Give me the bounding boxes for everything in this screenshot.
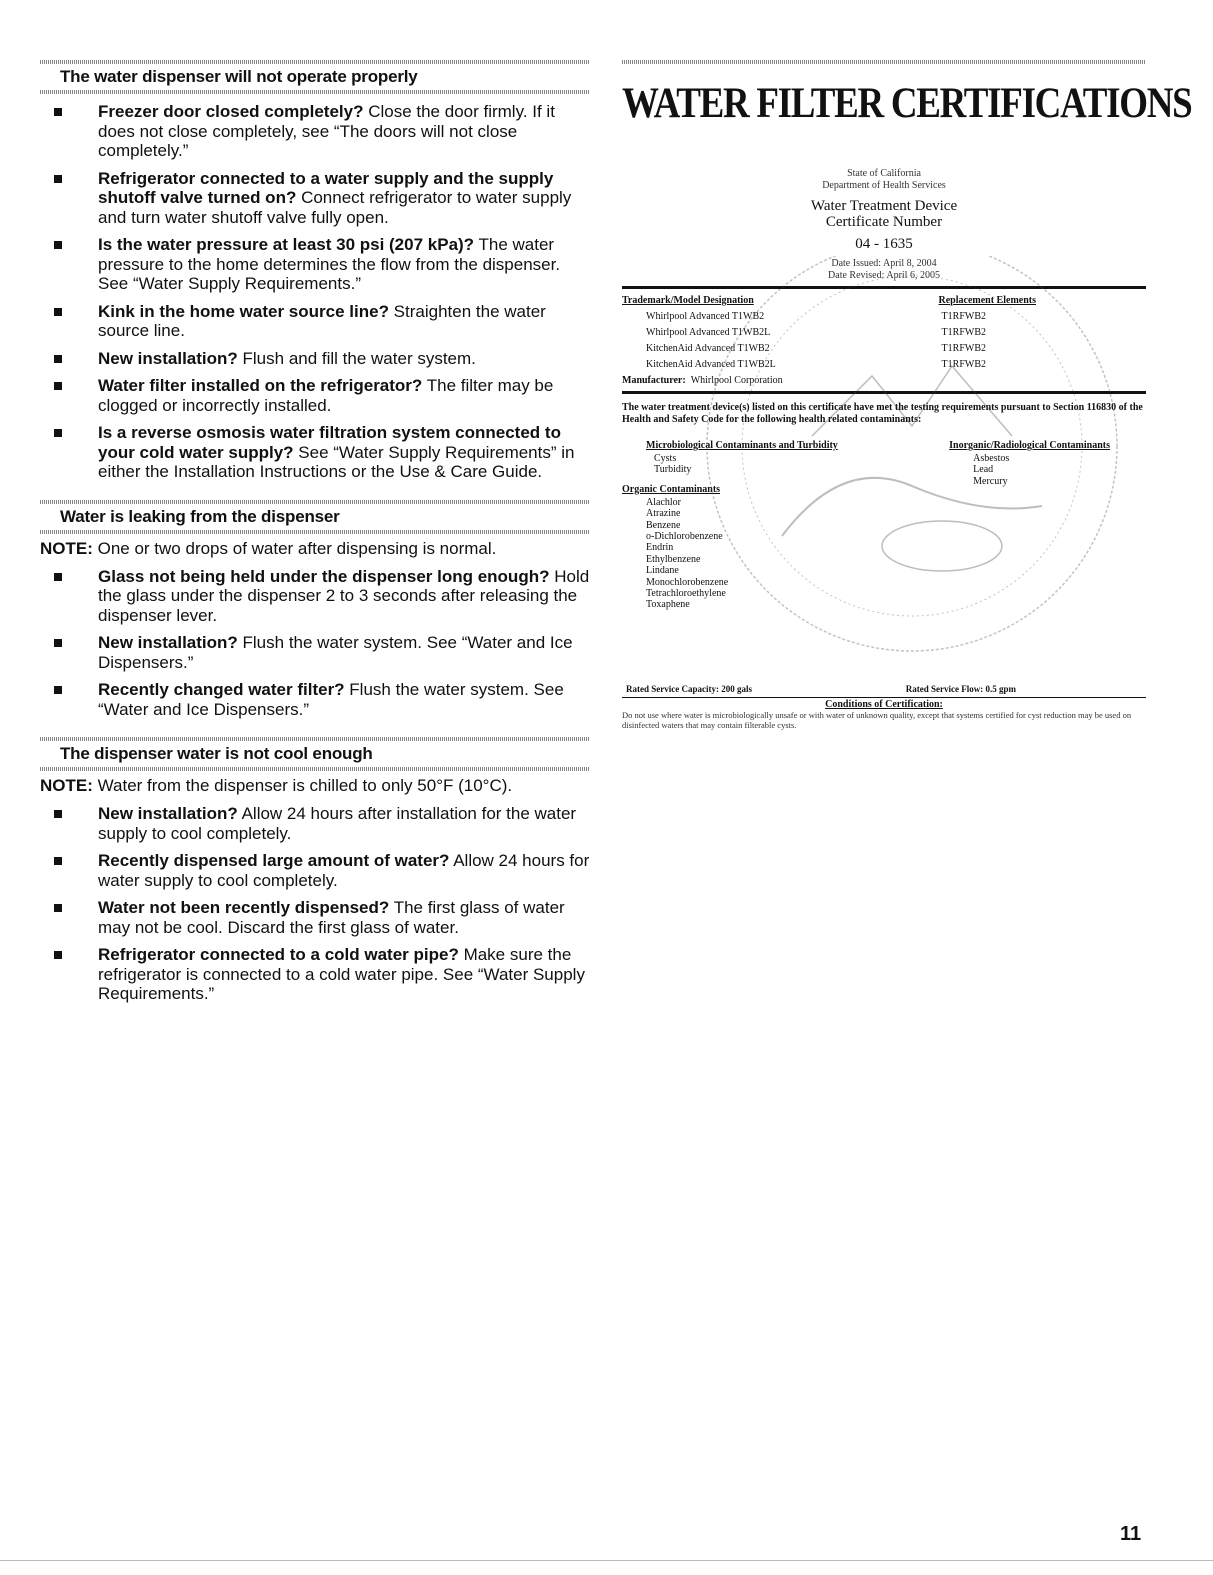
list-item <box>40 633 590 672</box>
item-answer: See “Water Supply Requirements” in either the Installation Instructions or the Use & Care Guide. <box>98 442 575 481</box>
list-item <box>40 898 590 937</box>
item-answer: The first glass of water may not be cool. Discard the first glass of water. <box>98 898 565 937</box>
inorganic-heading: Inorganic/Radiological Contaminants <box>949 440 1110 451</box>
list-item <box>40 945 590 1004</box>
section-heading: The dispenser water is not cool enough <box>60 744 373 763</box>
contaminant-item: Toxaphene <box>646 599 690 611</box>
note-text: One or two drops of water after dispensing is normal. <box>92 538 497 558</box>
manufacturer-name: Whirlpool Corporation <box>690 375 783 386</box>
model-rows <box>622 309 1146 373</box>
section-rule <box>40 60 590 64</box>
section-rule <box>40 530 590 534</box>
contaminant-item: Lead <box>973 464 994 476</box>
model-row <box>622 325 1146 341</box>
model-table-header <box>622 293 1146 309</box>
cert-statement: The water treatment device(s) listed on this certificate have met the testing requirements pursuant to Section 116830 of the Health and Safety Code for the following health related contaminants: <box>622 402 1143 425</box>
item-answer: The filter may be clogged or incorrectly installed. <box>98 376 554 415</box>
section-note <box>40 538 590 559</box>
item-answer: Flush the water system. See “Water and Ice Dispensers.” <box>98 680 564 719</box>
item-question: Kink in the home water source line? <box>98 301 389 321</box>
contaminant-item: Asbestos <box>973 453 1010 464</box>
item-question: Freezer door closed completely? <box>98 102 364 121</box>
troubleshooting-list <box>40 804 590 1004</box>
bottom-rule <box>0 1560 1213 1561</box>
contaminant-item: Cysts <box>654 453 677 464</box>
item-question: Glass not being held under the dispenser long enough? <box>98 566 550 586</box>
item-answer: Flush the water system. See “Water and Ice Dispensers.” <box>98 633 573 672</box>
list-item <box>40 567 590 626</box>
item-question: New installation? <box>98 804 238 823</box>
contaminant-item: Turbidity <box>654 464 692 476</box>
item-answer: Hold the glass under the dispenser 2 to 3 seconds after releasing the dispenser lever. <box>98 566 590 625</box>
replacement-element: T1RFWB2 <box>941 343 986 354</box>
manufacturer-label: Manufacturer: <box>622 375 686 386</box>
list-item <box>40 376 590 415</box>
list-item <box>40 349 590 369</box>
item-question: Water not been recently dispensed? <box>98 898 390 917</box>
list-item <box>40 169 590 228</box>
replacement-element: T1RFWB2 <box>941 359 986 370</box>
service-capacity: Rated Service Capacity: 200 gals <box>626 683 752 694</box>
col-replacement-header: Replacement Elements <box>938 295 1036 306</box>
micro-heading: Microbiological Contaminants and Turbidity <box>646 440 838 451</box>
organic-heading: Organic Contaminants <box>622 483 721 495</box>
item-question: Recently dispensed large amount of water? <box>98 851 450 870</box>
page-number: 11 <box>1120 1523 1142 1545</box>
section-note <box>40 775 590 796</box>
model-name: KitchenAid Advanced T1WB2L <box>646 359 776 370</box>
contaminant-item: Mercury <box>973 475 1008 487</box>
section-rule <box>40 767 590 771</box>
list-item <box>40 423 590 482</box>
conditions-text: Do not use where water is microbiologically unsafe or with water of unknown quality, except that systems certified for cyst reduction may be used on disinfected waters that may contain filterable cysts. <box>622 709 1132 730</box>
section-heading: Water is leaking from the dispenser <box>60 506 340 526</box>
model-name: Whirlpool Advanced T1WB2L <box>646 327 771 338</box>
item-question: Refrigerator connected to a cold water pipe? <box>98 945 459 964</box>
page-title: WATER FILTER CERTIFICATIONS <box>622 80 1192 127</box>
item-question: Recently changed water filter? <box>98 680 345 699</box>
service-flow: Rated Service Flow: 0.5 gpm <box>905 683 1016 694</box>
conditions-heading: Conditions of Certification: <box>825 698 943 710</box>
cert-number: 04 - 1635 <box>855 236 913 252</box>
item-question: New installation? <box>98 633 238 652</box>
contaminant-item: Ethylbenzene <box>646 553 701 565</box>
model-row <box>622 309 1146 325</box>
cert-device: Water Treatment Device <box>810 198 958 214</box>
contaminant-item: Lindane <box>646 565 679 577</box>
item-question: Is the water pressure at least 30 psi (207 kPa)? <box>98 235 475 254</box>
model-name: Whirlpool Advanced T1WB2 <box>646 311 765 322</box>
note-label: NOTE: <box>40 538 93 558</box>
section-rule <box>40 737 590 741</box>
contaminant-item: Endrin <box>646 542 674 554</box>
cert-number-label: Certificate Number <box>825 214 943 230</box>
list-item <box>40 102 590 161</box>
item-answer: Connect refrigerator to water supply and turn water shutoff valve fully open. <box>98 188 572 227</box>
item-answer: Close the door firmly. If it does not close completely, see “The doors will not close completely.” <box>98 102 555 160</box>
cert-dept: Department of Health Services <box>822 180 946 191</box>
model-name: KitchenAid Advanced T1WB2 <box>646 343 770 354</box>
list-item <box>40 302 590 341</box>
troubleshooting-list <box>40 567 590 720</box>
item-question: New installation? <box>98 348 238 368</box>
troubleshooting-column <box>40 60 590 1004</box>
list-item <box>40 680 590 719</box>
item-answer: Allow 24 hours for water supply to cool completely. <box>98 851 590 890</box>
contaminant-item: o-Dichlorobenzene <box>646 531 723 543</box>
item-answer: Make sure the refrigerator is connected to a cold water pipe. See “Water Supply Requirements.” <box>98 945 585 1003</box>
contaminant-item: Tetrachloroethylene <box>646 588 726 600</box>
item-question: Water filter installed on the refrigerator? <box>98 376 423 395</box>
list-item <box>40 804 590 843</box>
replacement-element: T1RFWB2 <box>941 311 986 322</box>
item-answer: The water pressure to the home determines the flow from the dispenser. See “Water Supply Requirements.” <box>98 235 561 293</box>
contaminant-item: Atrazine <box>646 508 681 520</box>
title-rule <box>622 60 1146 64</box>
cert-revised: Date Revised: April 6, 2005 <box>828 270 940 281</box>
section-heading: The water dispenser will not operate properly <box>60 67 418 86</box>
manufacturer-row <box>622 373 1146 389</box>
model-table <box>622 293 1146 389</box>
contaminant-item: Monochlorobenzene <box>646 576 729 588</box>
item-answer: Straighten the water source line. <box>98 301 546 340</box>
model-row <box>622 341 1146 357</box>
section-rule <box>40 500 590 504</box>
model-row <box>622 357 1146 373</box>
section-rule <box>40 90 590 94</box>
contaminant-item: Benzene <box>646 519 681 531</box>
col-model-header: Trademark/Model Designation <box>622 295 754 306</box>
note-label: NOTE: <box>40 776 93 795</box>
contaminant-item: Alachlor <box>646 496 681 508</box>
list-item <box>40 851 590 890</box>
troubleshooting-list <box>40 102 590 482</box>
replacement-element: T1RFWB2 <box>941 327 986 338</box>
item-answer: Allow 24 hours after installation for the water supply to cool completely. <box>98 804 577 843</box>
certificate-body <box>622 286 1146 730</box>
cert-issued: Date Issued: April 8, 2004 <box>831 258 937 269</box>
item-question: Is a reverse osmosis water filtration system connected to your cold water supply? <box>98 423 561 462</box>
certification-column <box>622 60 1192 730</box>
item-question: Refrigerator connected to a water supply and the supply shutoff valve turned on? <box>98 168 554 207</box>
list-item <box>40 235 590 294</box>
item-answer: Flush and fill the water system. <box>237 348 476 368</box>
note-text: Water from the dispenser is chilled to only 50°F (10°C). <box>92 776 513 795</box>
cert-state: State of California <box>847 168 921 179</box>
